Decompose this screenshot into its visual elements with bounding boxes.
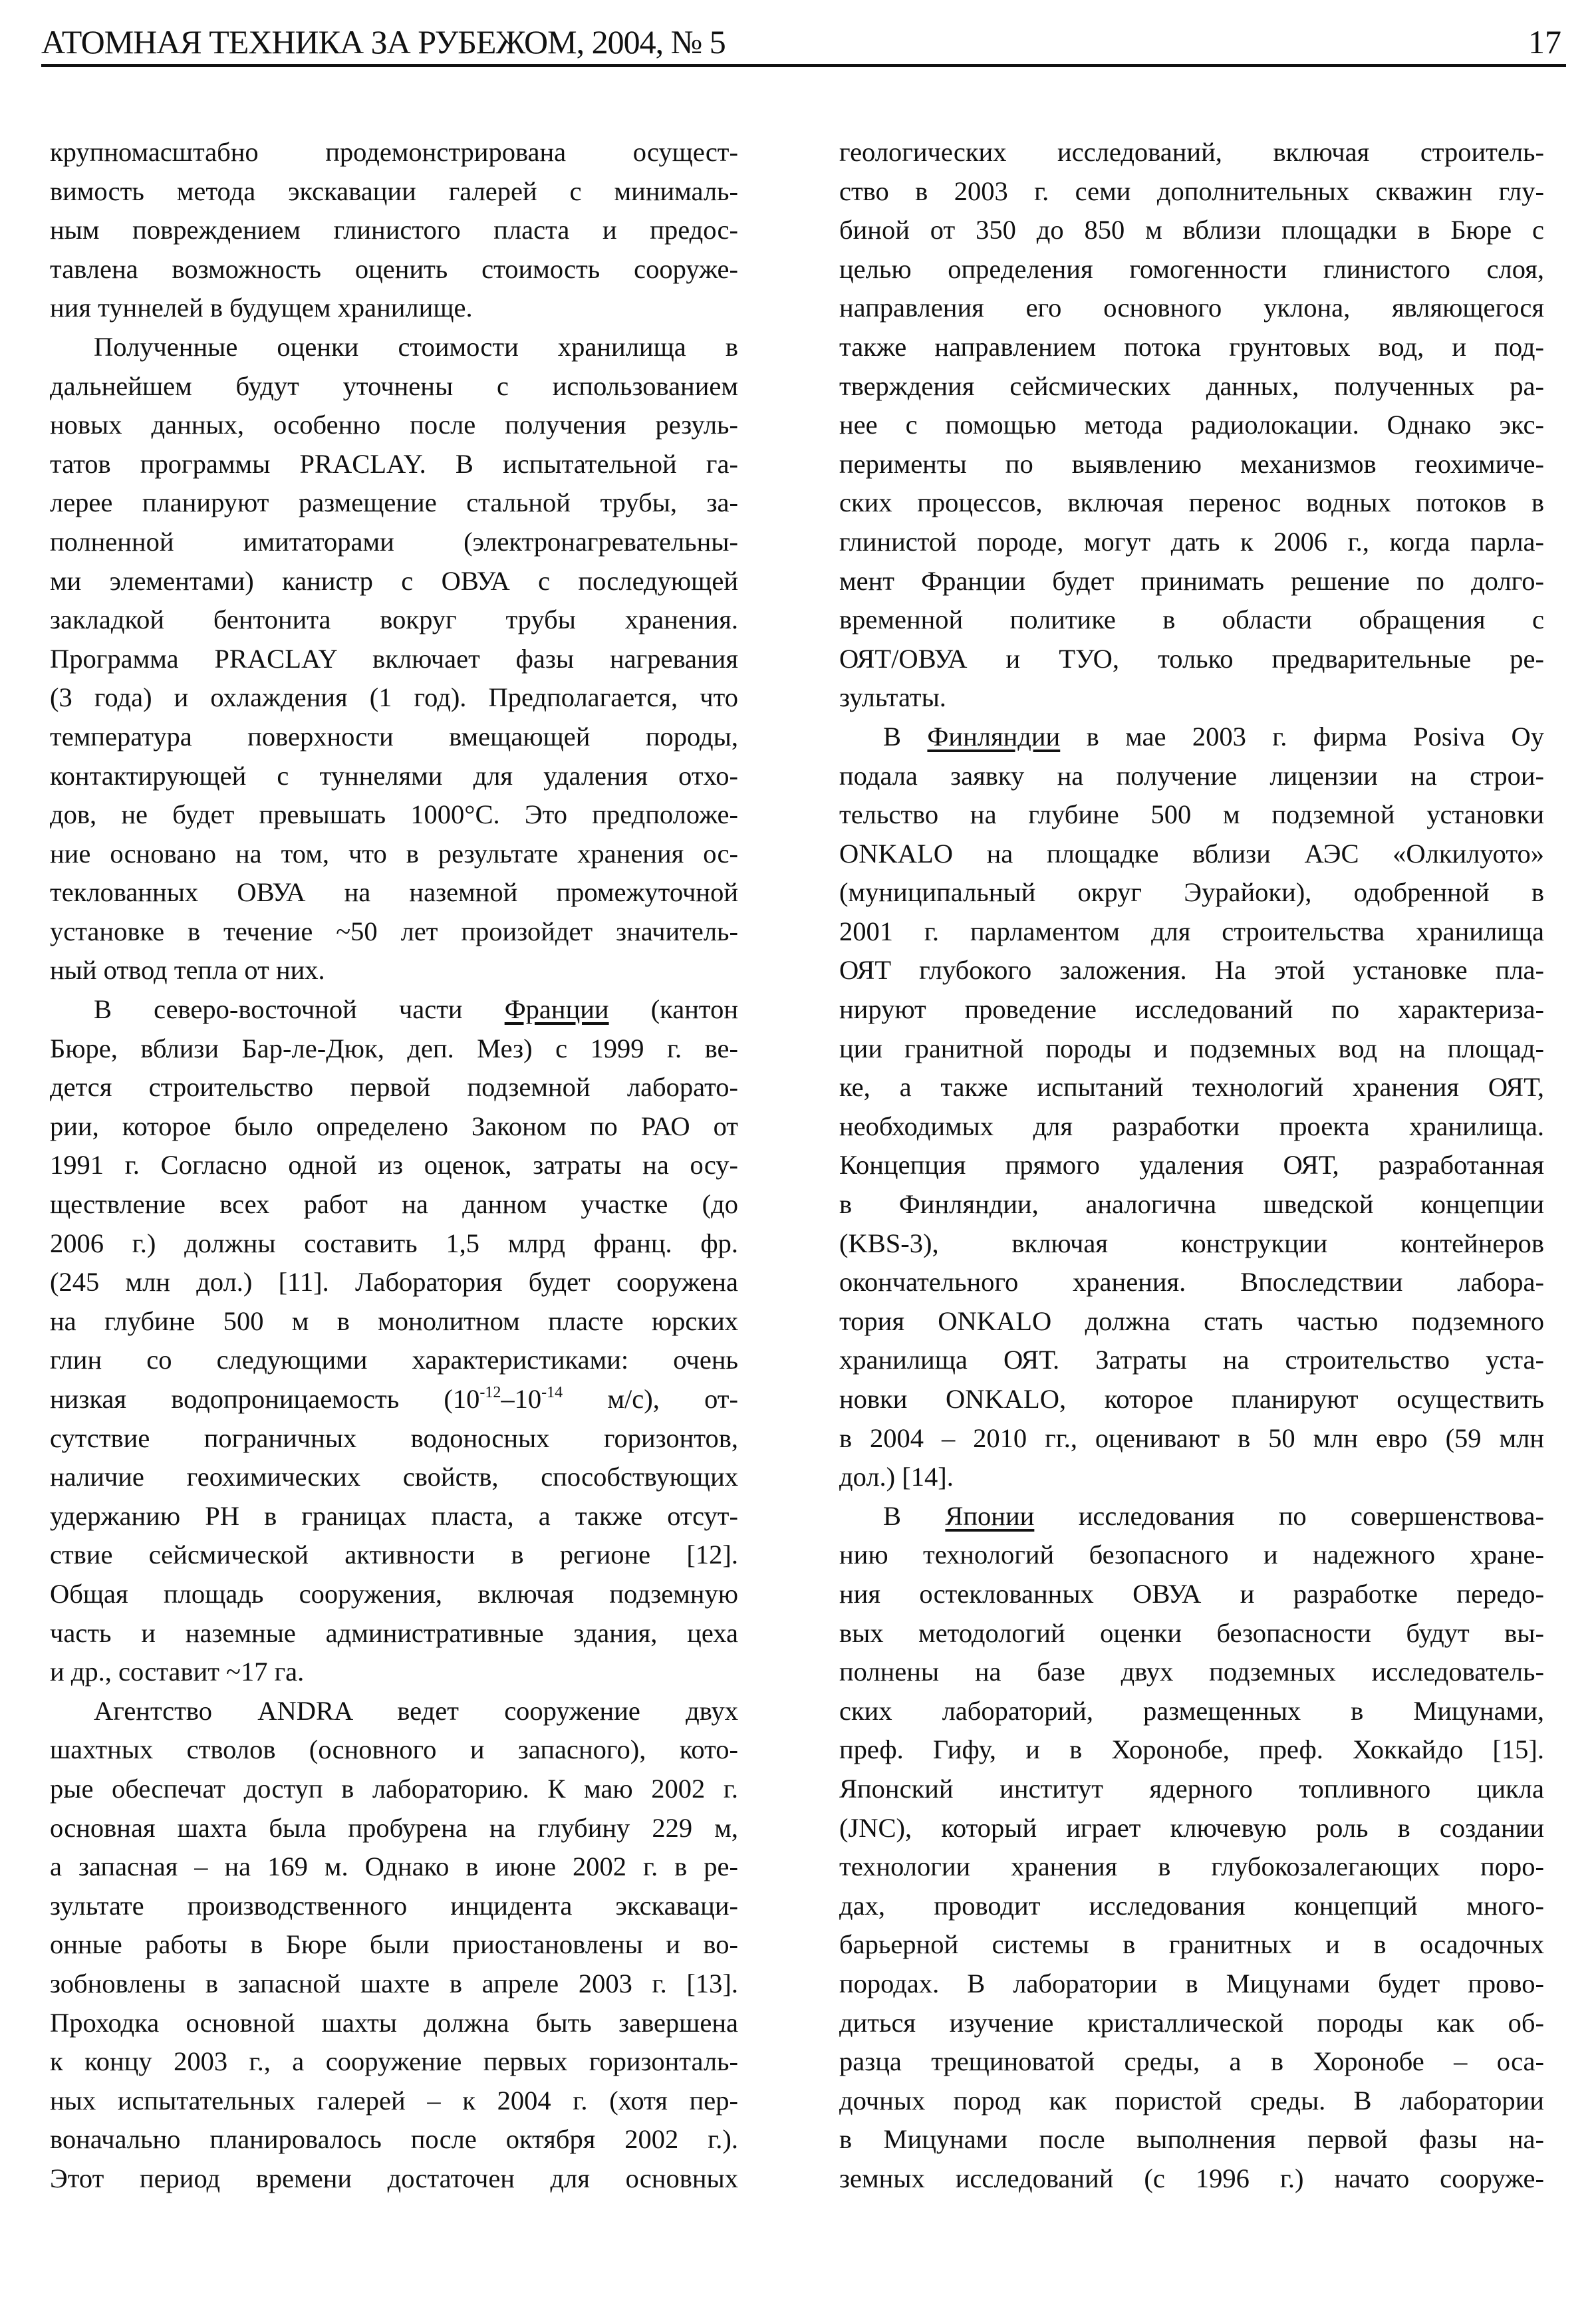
text-line: рии, которое было определено Законом по РАО от [50, 1111, 738, 1141]
paragraph [50, 990, 738, 1692]
text-segment: –10 [501, 1384, 542, 1414]
text-line: преф. Гифу, и в Хоронобе, преф. Хоккайдо [15]. [839, 1734, 1544, 1765]
text-line: (3 года) и охлаждения (1 год). Предполагается, что [50, 682, 738, 713]
text-line: дется строительство первой подземной лаборато- [50, 1072, 738, 1103]
text-line: биной от 350 до 850 м вблизи площадки в Бюре с [839, 215, 1544, 245]
text-line: целью определения гомогенности глинистого слоя, [839, 253, 1544, 284]
text-line: основная шахта была пробурена на глубину 229 м, [50, 1812, 738, 1843]
text-line: (муниципальный округ Эурайоки), одобренной в [839, 877, 1544, 908]
text-line: дол.) [14]. [839, 1462, 954, 1492]
text-line: к концу 2003 г., а сооружение первых горизонталь- [50, 2046, 738, 2077]
text-line: зультаты. [839, 682, 946, 713]
text-segment: исследования по совершенствова- [1034, 1500, 1545, 1531]
text-line: вимость метода экскавации галерей с минималь- [50, 176, 738, 206]
text-line: и др., составит ~17 га. [50, 1657, 305, 1687]
text-line: в Мицунами после выполнения первой фазы на- [839, 2124, 1544, 2155]
text-line: Этот период времени достаточен для основных [50, 2163, 738, 2193]
text-line: сутствие пограничных водоносных горизонтов, [50, 1423, 738, 1453]
text-line: нируют проведение исследований по характериза- [839, 994, 1544, 1025]
text-line: Проходка основной шахты должна быть завершена [50, 2007, 738, 2038]
country-name: Финляндии [927, 721, 1061, 752]
text-line: временной политике в области обращения с [839, 605, 1544, 635]
text-line: ние основано на том, что в результате хранения ос- [50, 838, 738, 869]
text-line: тория ONKALO должна стать частью подземного [839, 1305, 1544, 1336]
text-line: ских лабораторий, размещенных в Мицунами, [839, 1695, 1544, 1726]
text-line: перименты по выявлению механизмов геохимиче- [839, 448, 1544, 479]
text-segment: (кантон [608, 994, 738, 1025]
text-line: направления его основного уклона, являющегося [839, 293, 1544, 323]
text-line: (JNC), который играет ключевую роль в создании [839, 1812, 1544, 1843]
text-line: глинистой породе, могут дать к 2006 г., когда парла- [839, 526, 1544, 557]
text-line: температура поверхности вмещающей породы, [50, 721, 738, 752]
text-line: ми элементами) канистр с ОВУА с последующей [50, 565, 738, 596]
text-line: необходимых для разработки проекта хранилища. [839, 1111, 1544, 1141]
text-line: новки ONKALO, которое планируют осуществить [839, 1384, 1544, 1414]
text-line: окончательного хранения. Впоследствии лабора- [839, 1267, 1544, 1298]
text-line: ОЯТ глубокого заложения. На этой установке пла- [839, 955, 1544, 986]
exponent: -14 [541, 1384, 563, 1401]
text-line: 1991 г. Согласно одной из оценок, затраты на осу- [50, 1150, 738, 1180]
country-name: Японии [945, 1500, 1035, 1531]
text-line: новых данных, особенно после получения резуль- [50, 410, 738, 440]
text-line: Агентство ANDRA ведет сооружение двух [94, 1695, 738, 1726]
text-line: земных исследований (с 1996 г.) начато сооруже- [839, 2163, 1544, 2193]
paragraph [839, 718, 1544, 1497]
text-line: ствие сейсмической активности в регионе [12]. [50, 1540, 738, 1570]
text-line: воначально планировалось после октября 2002 г.). [50, 2124, 738, 2155]
paragraph [50, 328, 738, 990]
paragraph [50, 133, 738, 328]
country-name: Франции [504, 994, 609, 1025]
text-line: наличие геохимических свойств, способствующих [50, 1462, 738, 1492]
text-line: нию технологий безопасного и надежного хране- [839, 1540, 1544, 1570]
text-line: 2006 г.) должны составить 1,5 млрд франц. фр. [50, 1228, 738, 1258]
text-line: 2001 г. парламентом для строительства хранилища [839, 916, 1544, 946]
text-line: установке в течение ~50 лет произойдет значитель- [50, 916, 738, 946]
text-line: Общая площадь сооружения, включая подземную [50, 1578, 738, 1609]
text-line [839, 718, 1544, 757]
text-line: ния туннелей в будущем хранилище. [50, 293, 473, 323]
text-line: Полученные оценки стоимости хранилища в [94, 331, 738, 362]
exponent: -12 [479, 1384, 501, 1401]
text-line: онные работы в Бюре были приостановлены и во- [50, 1929, 738, 1960]
paragraph [839, 1497, 1544, 2199]
text-line: удержанию PH в границах пласта, а также отсут- [50, 1500, 738, 1531]
paragraph [839, 133, 1544, 718]
text-line: Бюре, вблизи Бар-ле-Дюк, деп. Мез) с 1999 г. ве- [50, 1033, 738, 1063]
text-line: теклованных ОВУА на наземной промежуточной [50, 877, 738, 908]
text-line: подала заявку на получение лицензии на строи- [839, 760, 1544, 791]
text-line: также направлением потока грунтовых вод, и под- [839, 331, 1544, 362]
text-line: (245 млн дол.) [11]. Лаборатория будет сооружена [50, 1267, 738, 1298]
text-line: а запасная – на 169 м. Однако в июне 2002 г. в ре- [50, 1851, 738, 1882]
text-line: ществление всех работ на данном участке (до [50, 1189, 738, 1220]
text-line: диться изучение кристаллической породы как об- [839, 2007, 1544, 2038]
text-line: вых методологий оценки безопасности будут вы- [839, 1617, 1544, 1648]
text-segment: В [883, 1500, 946, 1531]
text-line: породах. В лаборатории в Мицунами будет прово- [839, 1968, 1544, 1998]
journal-title: АТОМНАЯ ТЕХНИКА ЗА РУБЕЖОМ, 2004, № 5 [41, 23, 726, 61]
text-segment: низкая водопроницаемость (10 [50, 1384, 480, 1414]
text-line: зультате производственного инцидента экскаваци- [50, 1890, 738, 1921]
text-line: закладкой бентонита вокруг трубы хранения. [50, 605, 738, 635]
text-line: хранилища ОЯТ. Затраты на строительство уста- [839, 1345, 1544, 1375]
paragraph [50, 1692, 738, 2199]
text-line: ции гранитной породы и подземных вод на площад- [839, 1033, 1544, 1063]
text-line: геологических исследований, включая строитель- [839, 137, 1544, 167]
text-line: полненной имитаторами (электронагревательны- [50, 526, 738, 557]
text-line: Программа PRACLAY включает фазы нагревания [50, 643, 738, 674]
text-line: ских процессов, включая перенос водных потоков в [839, 487, 1544, 518]
text-line: (KBS-3), включая конструкции контейнеров [839, 1228, 1544, 1258]
text-segment: В [883, 721, 928, 752]
text-line: ке, а также испытаний технологий хранения ОЯТ, [839, 1072, 1544, 1103]
text-line: барьерной системы в гранитных и в осадочных [839, 1929, 1544, 1960]
text-line: татов программы PRACLAY. В испытательной га- [50, 448, 738, 479]
text-line: контактирующей с туннелями для удаления отхо- [50, 760, 738, 791]
text-line: Концепция прямого удаления ОЯТ, разработанная [839, 1150, 1544, 1180]
text-line: лерее планируют размещение стальной трубы, за- [50, 487, 738, 518]
text-line [50, 1380, 738, 1419]
text-line: ный отвод тепла от них. [50, 955, 325, 986]
text-column-left [50, 133, 738, 2198]
text-line: дов, не будет превышать 1000°С. Это предположе- [50, 799, 738, 830]
text-line: мент Франции будет принимать решение по долго- [839, 565, 1544, 596]
text-line: зобновлены в запасной шахте в апреле 2003 г. [13]. [50, 1968, 738, 1998]
text-line: в Финляндии, аналогична шведской концепции [839, 1189, 1544, 1220]
text-segment: м/с), от- [563, 1384, 738, 1414]
text-line: в 2004 – 2010 гг., оценивают в 50 млн евро (59 млн [839, 1423, 1544, 1453]
text-line: ОЯТ/ОВУА и ТУО, только предварительные ре- [839, 643, 1544, 674]
text-line: крупномасштабно продемонстрирована осущест- [50, 137, 738, 167]
text-line: часть и наземные административные здания, цеха [50, 1617, 738, 1648]
text-column-right [839, 133, 1544, 2198]
text-line: ным повреждением глинистого пласта и предос- [50, 215, 738, 245]
text-line: глин со следующими характеристиками: очень [50, 1345, 738, 1375]
text-line: рые обеспечат доступ в лабораторию. К маю 2002 г. [50, 1773, 738, 1804]
text-line: дах, проводит исследования концепций много- [839, 1890, 1544, 1921]
header-rule [41, 64, 1566, 67]
text-line: Японский институт ядерного топливного цикла [839, 1773, 1544, 1804]
text-line: ONKALO на площадке вблизи АЭС «Олкилуото» [839, 838, 1544, 869]
text-line: дальнейшем будут уточнены с использованием [50, 370, 738, 401]
text-line: тельство на глубине 500 м подземной установки [839, 799, 1544, 830]
page-number: 17 [1528, 23, 1561, 61]
text-line: ных испытательных галерей – к 2004 г. (хотя пер- [50, 2085, 738, 2116]
text-line: тверждения сейсмических данных, полученных ра- [839, 370, 1544, 401]
text-segment: В северо-восточной части [94, 994, 505, 1025]
text-line: на глубине 500 м в монолитном пласте юрских [50, 1305, 738, 1336]
text-line: дочных пород как пористой среды. В лаборатории [839, 2085, 1544, 2116]
text-line: полнены на базе двух подземных исследователь- [839, 1657, 1544, 1687]
text-line: шахтных стволов (основного и запасного), кото- [50, 1734, 738, 1765]
text-segment: в мае 2003 г. фирма Posiva Oy [1060, 721, 1544, 752]
text-line [50, 990, 738, 1029]
text-line: тавлена возможность оценить стоимость сооруже- [50, 253, 738, 284]
text-line: нее с помощью метода радиолокации. Однако экс- [839, 410, 1544, 440]
text-line: разца трещиноватой среды, а в Хоронобе – оса- [839, 2046, 1544, 2077]
text-line: технологии хранения в глубокозалегающих поро- [839, 1851, 1544, 1882]
text-line: ство в 2003 г. семи дополнительных скважин глу- [839, 176, 1544, 206]
text-line [839, 1497, 1544, 1536]
text-line: ния остеклованных ОВУА и разработке передо- [839, 1578, 1544, 1609]
